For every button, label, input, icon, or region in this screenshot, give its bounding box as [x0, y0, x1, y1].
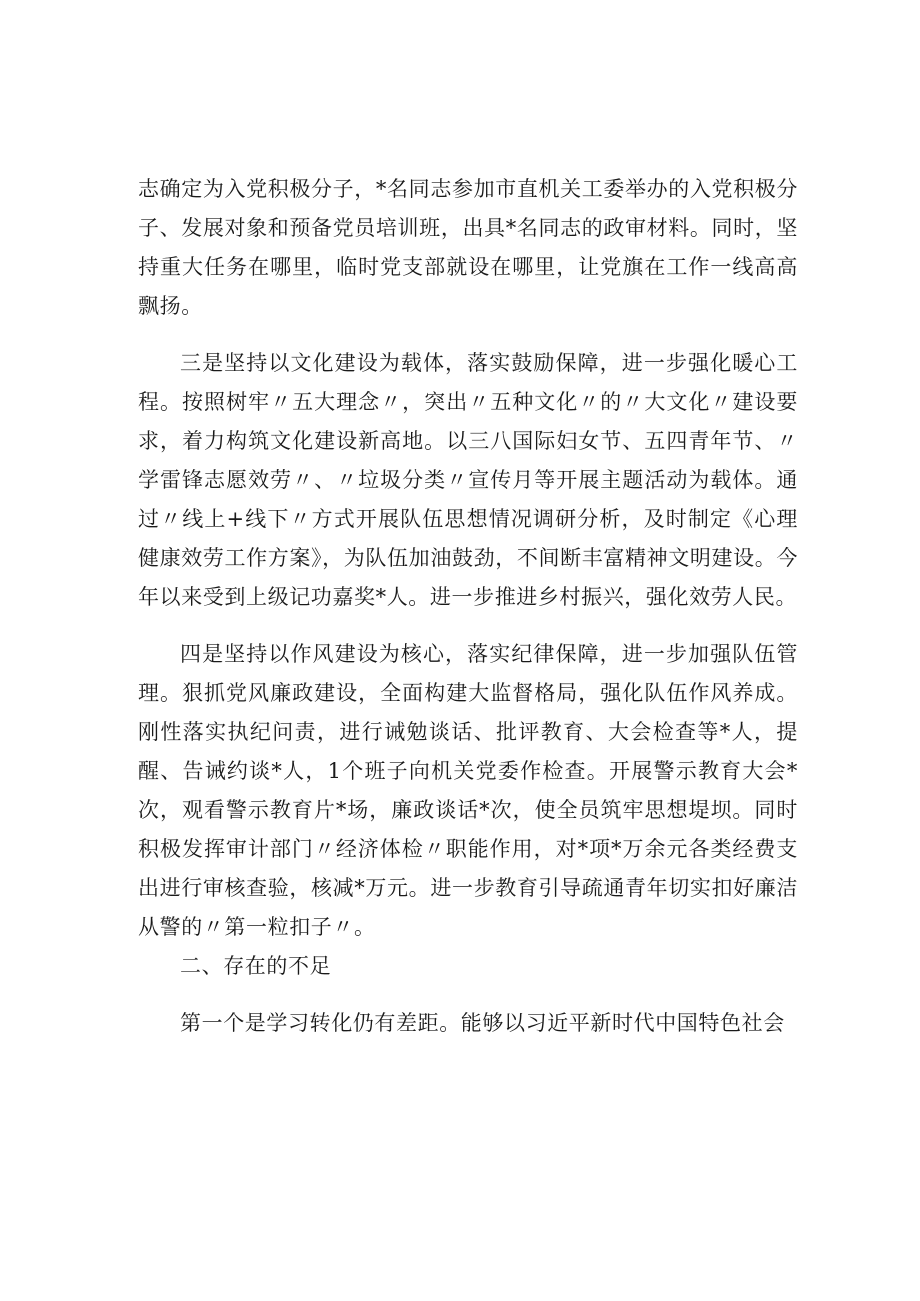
section-heading-shortcomings: 二、存在的不足	[180, 954, 332, 978]
paragraph-party-members: 志确定为入党积极分子，*名同志参加市直机关工委举办的入党积极分子、发展对象和预备党员培训班，出具*名同志的政审材料。同时，坚持重大任务在哪里，临时党支部就设在哪里，让党旗在工作一线高高飘扬。	[138, 177, 798, 318]
paragraph-style-building: 四是坚持以作风建设为核心，落实纪律保障，进一步加强队伍管理。狠抓党风廉政建设，全面构建大监督格局，强化队伍作风养成。刚性落实执纪问责，进行诫勉谈话、批评教育、大会检查等*人，提醒、告诫约谈*人，1个班子向机关党委作检查。开展警示教育大会*次，观看警示教育片*场，廉政谈话*次，使全员筑牢思想堤坝。同时积极发挥审计部门〃经济体检〃职能作用，对*项*万余元各类经费支出进行审核查验，核减*万元。进一步教育引导疏通青年切实扣好廉洁从警的〃第一粒扣子〃。	[138, 642, 798, 939]
document-page	[138, 170, 798, 1043]
paragraph-study-gap: 第一个是学习转化仍有差距。能够以习近平新时代中国特色社会	[180, 1011, 785, 1035]
paragraph-culture-building: 三是坚持以文化建设为载体，落实鼓励保障，进一步强化暖心工程。按照树牢〃五大理念〃，突出〃五种文化〃的〃大文化〃建设要求，着力构筑文化建设新高地。以三八国际妇女节、五四青年节、〃学雷锋志愿效劳〃、〃垃圾分类〃宣传月等开展主题活动为载体。通过〃线上+线下〃方式开展队伍思想情况调研分析，及时制定《心理健康效劳工作方案》，为队伍加油鼓劲，不间断丰富精神文明建设。今年以来受到上级记功嘉奖*人。进一步推进乡村振兴，强化效劳人民。	[138, 351, 798, 609]
